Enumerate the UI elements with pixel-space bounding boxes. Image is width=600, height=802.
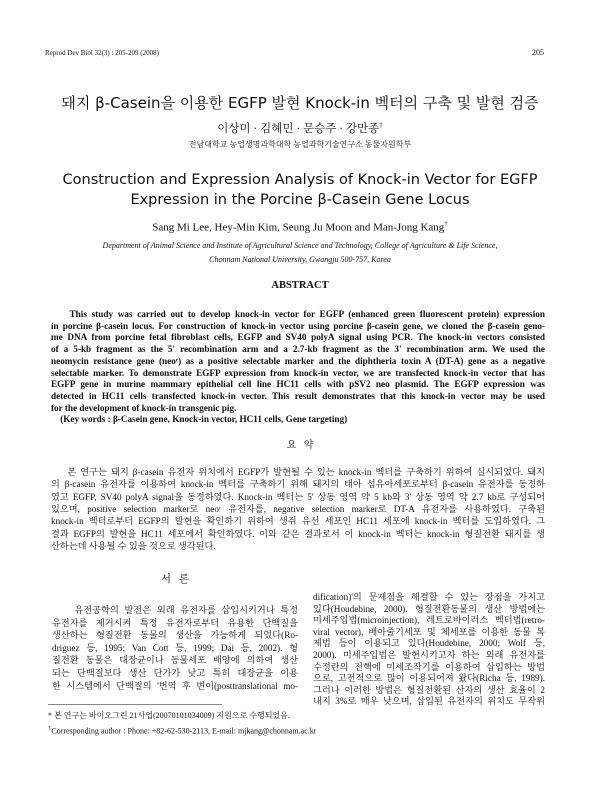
footnote-divider — [48, 704, 222, 705]
text-line: 으로, 고전적으로 많이 이용되어져 왔다(Richa 등, 1989). — [313, 673, 545, 684]
text-line: me DNA from porcine fetal fibroblast cells, EGFP and SV40 polyA signal using PCR. The knock-in vectors consisted — [51, 332, 545, 343]
authors-korean — [0, 120, 600, 136]
title-korean: 돼지 β-Casein을 이용한 EGFP 발현 Knock-in 벡터의 구축 및 발현 검증 — [61, 94, 539, 112]
text-line: (Key words : β-Casein gene, Knock-in vector, HC11 cells, Gene targeting) — [51, 414, 348, 425]
text-line: 있다(Houdebine, 2000). 형질전환동물의 생산 방법에는 — [313, 603, 545, 614]
text-line: detected in HC11 cells transfected knock-in vector. This result demonstrates that this knock-in vector may be used — [51, 390, 545, 401]
text-line: viral vector), 배아줄기세포 및 체세포를 이용한 동물 복 — [313, 626, 545, 637]
authors-english-names: Sang Mi Lee, Hey-Min Kim, Seung Ju Moon and Man-Jong Kang — [152, 221, 445, 234]
footnote-corresponding — [48, 725, 316, 736]
affiliation-english — [0, 239, 600, 267]
title-english — [0, 170, 600, 210]
text-line: This study was carried out to develop knock-in vector for EGFP (enhanced green fluorescent protein) expression — [51, 309, 545, 319]
text-line: 산하는데 사용될 수 있을 것으로 생각된다. — [51, 540, 216, 551]
summary-heading: 요 약 — [286, 440, 314, 451]
corresponding-mark: † — [379, 121, 383, 130]
text-line: dification)'의 문제점을 해결할 수 있는 장점을 가지고 — [313, 592, 545, 602]
text-line: in porcine β-casein locus. For construction of knock-in vector using porcine β-casein gene, we cloned the β-casein geno- — [51, 320, 545, 331]
footnote-mark: * — [48, 711, 52, 720]
authors-english — [0, 220, 600, 234]
text-line: knock-in 벡터로부터 EGFP의 발현을 확인하기 위하여 생쥐 유선 세포인 HC11 세포에 knock-in 벡터를 도입하였다. 그 — [51, 516, 545, 527]
text-line: 결과 EGFP의 발현을 HC11 세포에서 확인하였다. 이와 같은 결과로서 이 knock-in 벡터는 knock-in 형질전환 돼지를 생 — [51, 528, 545, 539]
text-line: of a 5-kb fragment as the 5' recombination arm and a 2.7-kb fragment as the 3' recombination arm. We used the — [51, 344, 545, 355]
page-number: 205 — [532, 48, 544, 57]
footnote-mark: † — [48, 725, 52, 732]
text-line: 의 β-casein 유전자를 이용하여 knock-in 벡터를 구축하기 위해 돼지의 태아 섬유아세포로부터 β-casein 유전자를 동정하 — [51, 479, 545, 490]
text-line: 미세주입법(microinjection), 레트로바이러스 벡터법(retro- — [313, 615, 545, 626]
text-line: selectable marker. To demonstrate EGFP expression from knock-in vector, we are transfected knock-in vector that has — [51, 367, 545, 378]
footnote-funding — [48, 710, 290, 721]
text-line: 되는 단백질보다 생산 단가가 낮고 특히 대장균을 이용 — [52, 668, 298, 678]
authors-korean-names: 이상미 · 김혜민 · 문승주 · 강만종 — [217, 123, 380, 135]
text-line: EGFP gene in murine mammary epithelial cell line HC11 cells with pSV2 neo plasmid. The EGFP expression was — [51, 379, 545, 390]
text-line: 질전환 동물은 대장균이나 동물세포 배양에 의하여 생산 — [52, 655, 298, 666]
text-line: 내지 3%로 매우 낮으며, 삽입된 유전자의 위치도 무작위 — [313, 696, 545, 707]
text-line: 있으며, positive selection marker로 neoʳ 유전자를, negative selection marker로 DT-A 유전자를 사용하였다. 구축된 — [51, 503, 545, 514]
abstract-heading: ABSTRACT — [271, 280, 329, 291]
title-english-line: Construction and Expression Analysis of Knock-in Vector for EGFP — [62, 172, 538, 188]
journal-citation: Reprod Dev Biol 32(3) : 205-209 (2008) — [45, 49, 159, 57]
text-line: 유전자를 제거시켜 특정 유전자로부터 유용한 단백질을 — [52, 617, 298, 628]
text-line: 수정란의 전핵에 미세조작기를 이용하여 삽입하는 방법 — [313, 661, 545, 672]
text-line: 제법 등이 이용되고 있다(Houdebine, 2000; Wolf 등, — [313, 638, 545, 649]
intro-heading: 서 론 — [160, 574, 190, 585]
text-line: 한 시스템에서 단백질의 '번역 후 변이(posttranslational mo- — [52, 680, 298, 691]
text-line: 생산하는 형질전환 동물의 생산을 가능하게 되었다(Ro- — [52, 630, 298, 641]
title-english-line: Expression in the Porcine β-Casein Gene Locus — [130, 192, 470, 208]
text-line: 본 연구는 돼지 β-casein 유전자 위치에서 EGFP가 발현될 수 있는 knock-in 벡터를 구축하기 위하여 실시되었다. 돼지 — [51, 467, 545, 477]
text-line: 였고 EGFP, SV40 polyA signal을 동정하였다. Knock-in 벡터는 5' 상동 영역 약 5 kb와 3' 상동 영역 약 2.7 kb로 구성되어 — [51, 491, 545, 502]
text-line: 2000). 미세주입법은 발현시키고자 하는 외래 유전자를 — [313, 650, 545, 660]
affiliation-korean: 전남대학교 농업생명과학대학 농업과학기술연구소 동물자원학부 — [188, 140, 412, 149]
text-line: for the development of knock-in transgenic pig. — [51, 402, 237, 413]
footnote-text: Corresponding author : Phone: +82-62-530-2113, E-mail: mjkang@chonnam.ac.kr — [51, 726, 317, 736]
text-line: neomycin resistance gene (neoʳ) as a positive selectable marker and the diphtheria toxin A (DT-A) gene as a negative — [51, 355, 545, 366]
affiliation-line: Chonnam National University, Gwangju 500-757, Korea — [209, 255, 391, 264]
footnote-text: 본 연구는 바이오그린 21사업(20070101034009) 지원으로 수행되었음. — [54, 711, 290, 720]
text-line: 유전공학의 발전은 외래 유전자를 삽입시키거나 특정 — [52, 605, 298, 615]
text-line: driguez 등, 1995; Van Cott 등, 1999; Dai 등, 2002). 형 — [52, 642, 298, 653]
corresponding-mark: † — [444, 220, 448, 228]
affiliation-line: Department of Animal Science and Institute of Agricultural Science and Technology, College of Agriculture & Life Science, — [102, 241, 498, 250]
text-line: 그러나 이러한 방법은 형질전환된 산자의 생산 효율이 2 — [313, 684, 545, 695]
